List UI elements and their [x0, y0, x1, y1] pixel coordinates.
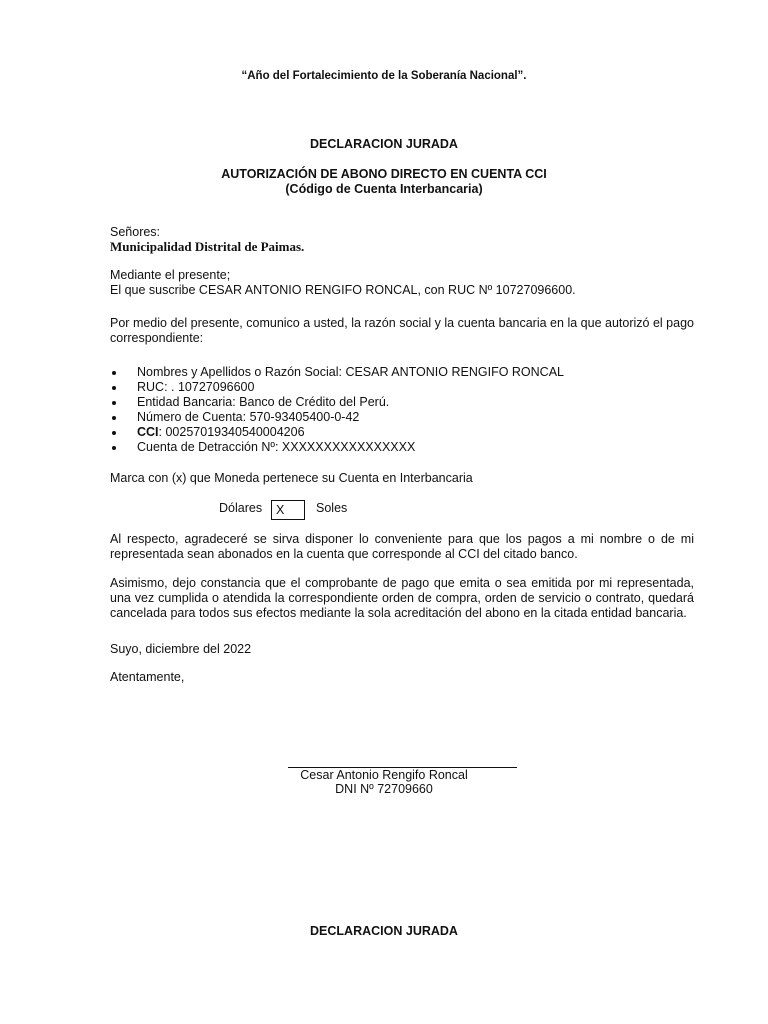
- acknowledgement-paragraph: Asimismo, dejo constancia que el comprobante de pago que emita o sea emitida por mi representada, una vez cumplida o atendida la correspondiente orden de compra, orden de servicio o contrato, quedará cancelada para todos sus efectos mediante la sola acreditación del abono en la citada entidad bancaria.: [110, 576, 694, 620]
- subtitle-line-1: AUTORIZACIÓN DE ABONO DIRECTO EN CUENTA CCI: [221, 167, 547, 181]
- detail-label: CCI: [137, 425, 159, 439]
- addressee-entity: Municipalidad Distrital de Paimas.: [110, 239, 305, 254]
- detail-label: Número de Cuenta:: [137, 410, 250, 424]
- dollars-label: Dólares: [219, 501, 263, 515]
- place-date: Suyo, diciembre del 2022: [110, 642, 252, 656]
- detail-item-detraction: [110, 440, 564, 455]
- document-title: DECLARACION JURADA: [310, 137, 458, 151]
- communication-paragraph: Por medio del presente, comunico a usted, la razón social y la cuenta bancaria en la que autorizó el pago correspondiente:: [110, 316, 694, 345]
- detail-value: . 10727096600: [171, 380, 255, 394]
- year-motto: “Año del Fortalecimiento de la Soberanía Nacional”.: [241, 70, 527, 82]
- account-details-list: [110, 365, 564, 455]
- detail-value: : 00257019340540004206: [158, 425, 305, 439]
- detail-item-cci: [110, 425, 564, 440]
- intro-line-1: Mediante el presente;: [110, 268, 231, 282]
- closing: Atentamente,: [110, 670, 185, 684]
- dollars-checkbox[interactable]: X: [271, 500, 305, 520]
- detail-value: 570-93405400-0-42: [249, 410, 360, 424]
- detail-label: Cuenta de Detracción Nº:: [137, 440, 282, 454]
- salutation: Señores:: [110, 225, 161, 239]
- request-paragraph: Al respecto, agradeceré se sirva disponer lo conveniente para que los pagos a mi nombre o de mi representada sean abonados en la cuenta que corresponde al CCI del citado banco.: [110, 532, 694, 561]
- detail-item-account-number: [110, 410, 564, 425]
- detail-label: Nombres y Apellidos o Razón Social:: [137, 365, 346, 379]
- detail-value: Banco de Crédito del Perú.: [239, 395, 390, 409]
- soles-label: Soles: [316, 501, 348, 515]
- detail-item-bank: [110, 395, 564, 410]
- detail-value: XXXXXXXXXXXXXXXX: [281, 440, 416, 454]
- intro-line-2: El que suscribe CESAR ANTONIO RENGIFO RONCAL, con RUC Nº 10727096600.: [110, 283, 576, 297]
- signer-dni: DNI Nº 72709660: [335, 782, 433, 796]
- detail-item-name: [110, 365, 564, 380]
- detail-label: Entidad Bancaria:: [137, 395, 240, 409]
- signer-name: Cesar Antonio Rengifo Roncal: [300, 768, 468, 782]
- detail-label: RUC:: [137, 380, 172, 394]
- footer-title: DECLARACION JURADA: [310, 924, 458, 938]
- detail-value: CESAR ANTONIO RENGIFO RONCAL: [345, 365, 564, 379]
- subtitle-line-2: (Código de Cuenta Interbancaria): [285, 182, 483, 196]
- detail-item-ruc: [110, 380, 564, 395]
- currency-instruction: Marca con (x) que Moneda pertenece su Cuenta en Interbancaria: [110, 471, 473, 485]
